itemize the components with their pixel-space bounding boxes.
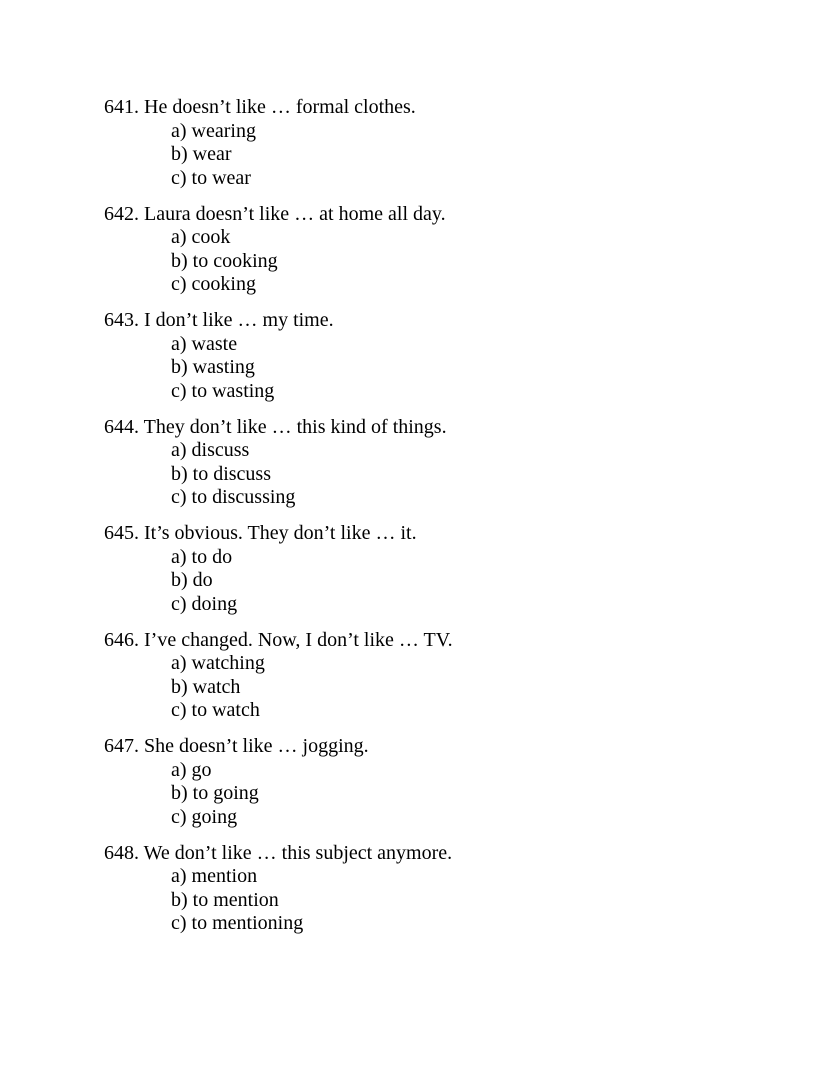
option-c: c) to wear	[171, 166, 251, 189]
question-647	[104, 735, 784, 829]
question-text: 643. I don’t like … my time.	[104, 309, 334, 331]
question-text: 644. They don’t like … this kind of things.	[104, 415, 447, 438]
option-b: b) to cooking	[171, 249, 278, 272]
option-a: a) discuss	[171, 439, 250, 461]
question-list	[104, 96, 784, 948]
option-b: b) wasting	[171, 356, 255, 378]
option-c: c) going	[171, 805, 238, 828]
question-text: 641. He doesn’t like … formal clothes.	[104, 96, 416, 118]
option-a: a) watching	[171, 652, 265, 674]
option-a: a) cook	[171, 226, 231, 248]
option-b: b) to going	[171, 782, 259, 804]
question-text: 647. She doesn’t like … jogging.	[104, 735, 369, 757]
option-b: b) wear	[171, 143, 232, 165]
option-c: c) cooking	[171, 273, 256, 295]
option-c: c) to wasting	[171, 379, 275, 402]
option-a: a) mention	[171, 865, 258, 887]
option-c: c) to watch	[171, 699, 260, 721]
question-642	[104, 203, 784, 297]
question-644	[104, 416, 784, 510]
option-c: c) to discussing	[171, 486, 296, 508]
option-b: b) to discuss	[171, 462, 271, 485]
option-b: b) to mention	[171, 888, 279, 911]
question-text: 645. It’s obvious. They don’t like … it.	[104, 522, 417, 544]
question-text: 648. We don’t like … this subject anymore.	[104, 841, 453, 864]
question-text: 646. I’ve changed. Now, I don’t like … TV.	[104, 628, 453, 651]
question-645	[104, 522, 784, 616]
option-a: a) wearing	[171, 119, 256, 142]
question-text: 642. Laura doesn’t like … at home all day.	[104, 202, 446, 225]
option-b: b) watch	[171, 675, 241, 698]
option-b: b) do	[171, 569, 213, 591]
question-648	[104, 842, 784, 936]
question-646	[104, 629, 784, 723]
option-a: a) to do	[171, 545, 233, 568]
option-c: c) doing	[171, 592, 238, 615]
option-c: c) to mentioning	[171, 912, 304, 934]
question-643	[104, 309, 784, 403]
option-a: a) waste	[171, 332, 238, 355]
question-641	[104, 96, 784, 190]
option-a: a) go	[171, 758, 212, 781]
